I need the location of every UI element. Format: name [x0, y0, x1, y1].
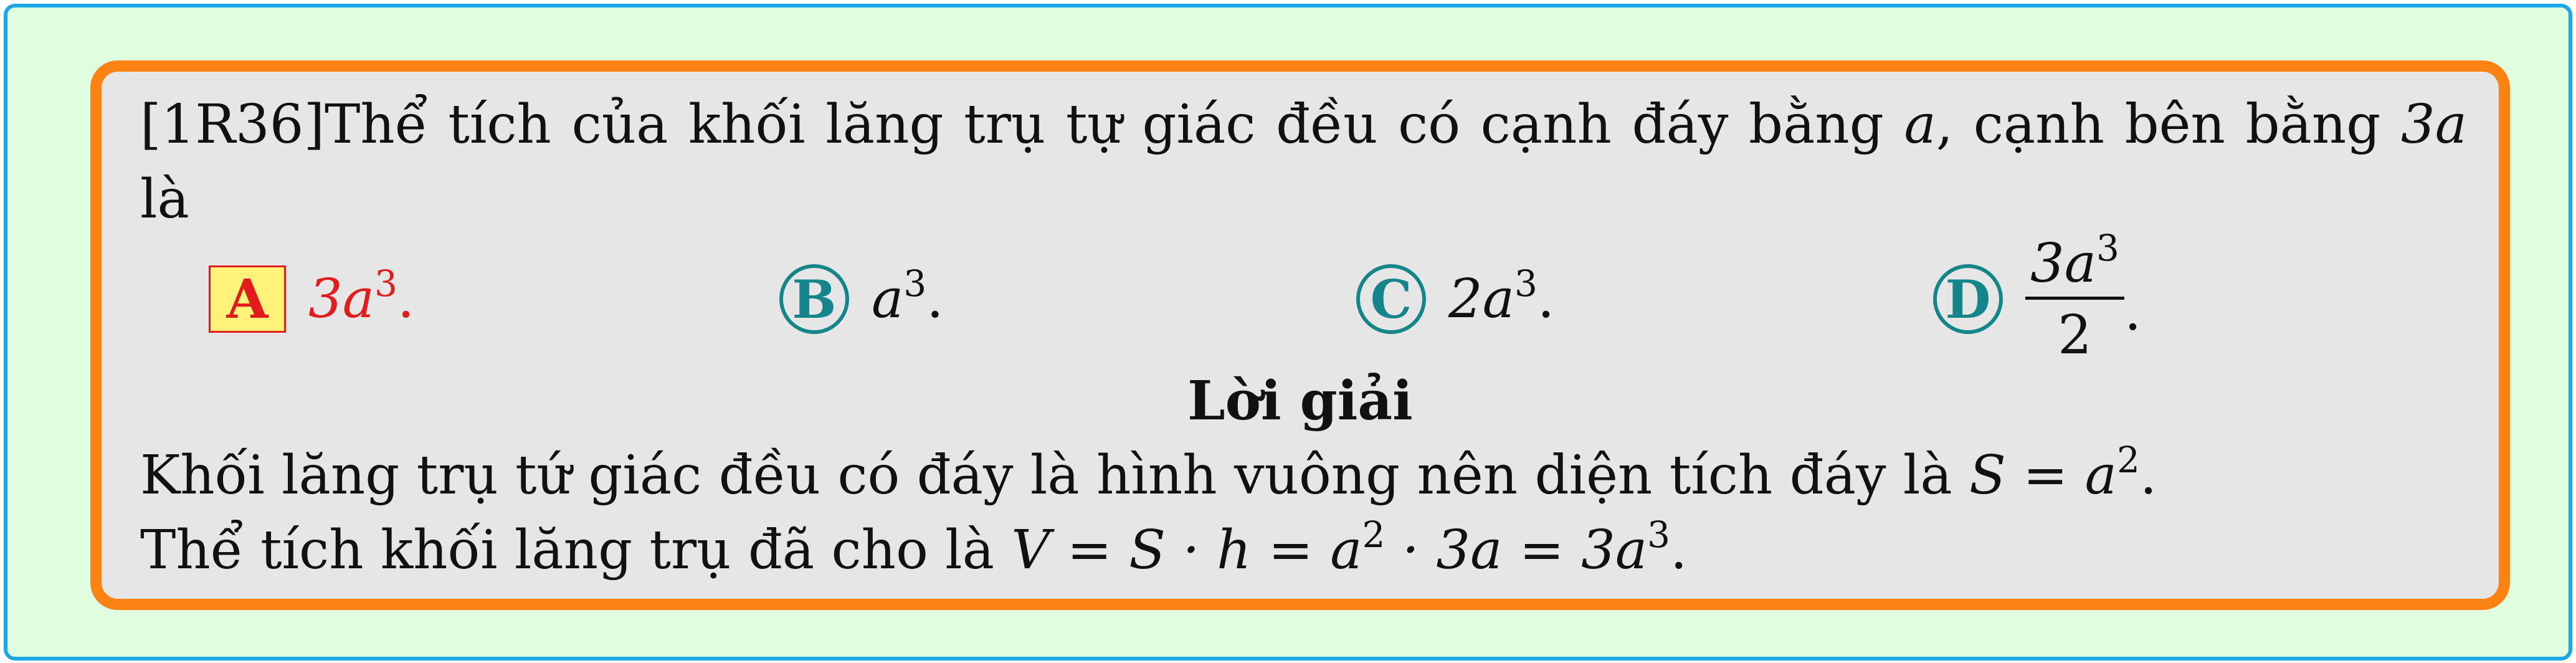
volume-formula-part-1: V = S · h = a — [1011, 519, 1362, 581]
question-box — [90, 60, 2510, 610]
question-code: [1R36] — [140, 93, 325, 156]
option-d-end: . — [2124, 280, 2142, 343]
option-a[interactable] — [209, 252, 414, 346]
option-b[interactable] — [779, 252, 944, 346]
question-text-middle: , cạnh bên bằng — [1936, 93, 2381, 156]
volume-formula-part-2: · 3a = 3a — [1385, 519, 1648, 581]
option-b-text: $a^3$. — [872, 262, 944, 330]
solution-line-2: Thể tích khối lăng trụ đã cho là $V = S \cdot h = a^2 \cdot 3a = 3a^3$. — [140, 513, 1688, 581]
option-c[interactable] — [1356, 252, 1554, 346]
option-a-text: $3a^3$. — [308, 262, 415, 330]
question-text: Thể tích của khối lăng trụ tự giác đều có cạnh đáy bằng — [325, 93, 1884, 156]
outer-frame — [4, 4, 2572, 661]
variable-a: a — [1904, 93, 1936, 156]
question-line-2: là — [140, 168, 189, 231]
option-d-label: D — [1933, 264, 2003, 334]
option-d-fraction: $\frac{3a^3}{2}$ — [2025, 237, 2124, 362]
option-a-label: A — [209, 265, 286, 333]
question-line-1 — [140, 93, 2467, 156]
solution-title: Lời giải — [1187, 370, 1413, 432]
option-b-label: B — [779, 264, 849, 334]
option-c-label: C — [1356, 264, 1426, 334]
side-value: 3a — [2401, 93, 2467, 156]
solution-line-1: Khối lăng trụ tứ giác đều có đáy là hình vuông nên diện tích đáy là $S = a^2$. — [140, 439, 2157, 507]
option-c-text: $2a^3$. — [1448, 262, 1555, 330]
area-formula: S = a — [1969, 444, 2117, 507]
option-d[interactable] — [1933, 226, 2142, 366]
